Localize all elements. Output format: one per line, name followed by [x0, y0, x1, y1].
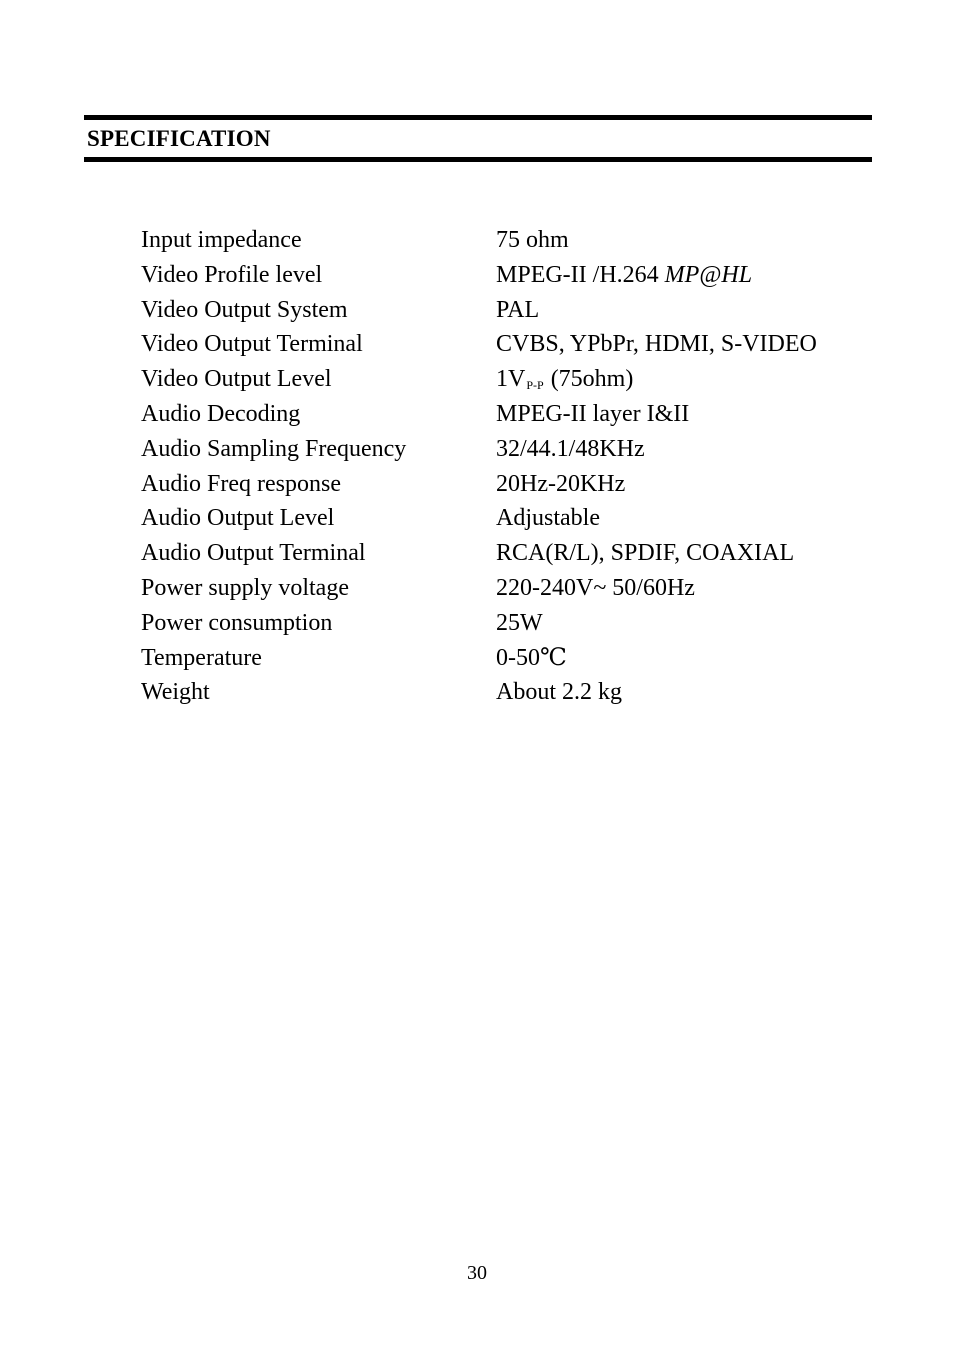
- spec-value: About 2.2 kg: [496, 679, 622, 706]
- spec-value: MPEG-II layer I&II: [496, 400, 690, 427]
- spec-value: 220-240V~ 50/60Hz: [496, 574, 695, 601]
- spec-label: Power supply voltage: [141, 574, 349, 601]
- spec-row-video-output-level: [141, 362, 881, 397]
- spec-row-audio-sampling-frequency: [141, 432, 881, 467]
- spec-row-audio-output-terminal: [141, 536, 881, 571]
- spec-value: Adjustable: [496, 505, 600, 532]
- spec-value: [496, 362, 881, 397]
- spec-value-subscript: P-P: [526, 378, 544, 393]
- page-number: 30: [467, 1262, 487, 1284]
- spec-value: 25W: [496, 609, 543, 636]
- spec-row-audio-decoding: [141, 397, 881, 432]
- specification-table: [141, 223, 881, 710]
- spec-row-video-profile-level: [141, 258, 881, 293]
- spec-value-italic: MP@HL: [664, 261, 753, 288]
- spec-label: Audio Output Level: [141, 505, 335, 532]
- spec-value-text: 1V: [496, 366, 526, 393]
- spec-row-video-output-terminal: [141, 327, 881, 362]
- spec-label: Audio Decoding: [141, 400, 301, 427]
- spec-label: Input impedance: [141, 227, 302, 253]
- spec-label: Audio Freq response: [141, 470, 341, 497]
- spec-row-audio-output-level: [141, 501, 881, 536]
- spec-label: Video Output System: [141, 296, 348, 323]
- spec-value: 20Hz-20KHz: [496, 470, 626, 497]
- spec-value-suffix: (75ohm): [544, 366, 634, 393]
- header-rule-bottom: [84, 157, 872, 162]
- spec-row-power-consumption: [141, 606, 881, 641]
- spec-label: Audio Output Terminal: [141, 540, 366, 567]
- spec-label: Temperature: [141, 644, 262, 671]
- section-title: SPECIFICATION: [87, 126, 271, 151]
- spec-value: 75 ohm: [496, 227, 569, 253]
- header-rule-top: [84, 115, 872, 120]
- spec-label: Video Profile level: [141, 261, 323, 288]
- spec-label: Video Output Level: [141, 366, 332, 393]
- spec-row-weight: [141, 675, 881, 710]
- spec-label: Audio Sampling Frequency: [141, 435, 407, 462]
- spec-value: 0-50℃: [496, 644, 567, 671]
- spec-row-input-impedance: [141, 223, 881, 258]
- spec-row-power-supply-voltage: [141, 571, 881, 606]
- spec-row-temperature: [141, 641, 881, 676]
- spec-label: Weight: [141, 679, 210, 706]
- spec-value: RCA(R/L), SPDIF, COAXIAL: [496, 540, 795, 567]
- spec-value-text: MPEG-II /H.264: [496, 261, 665, 288]
- spec-value: CVBS, YPbPr, HDMI, S-VIDEO: [496, 331, 817, 358]
- spec-value: PAL: [496, 296, 540, 323]
- spec-value: 32/44.1/48KHz: [496, 435, 645, 462]
- spec-value: [496, 258, 881, 293]
- spec-label: Video Output Terminal: [141, 331, 363, 358]
- spec-label: Power consumption: [141, 609, 333, 636]
- spec-row-video-output-system: [141, 293, 881, 328]
- spec-row-audio-freq-response: [141, 467, 881, 502]
